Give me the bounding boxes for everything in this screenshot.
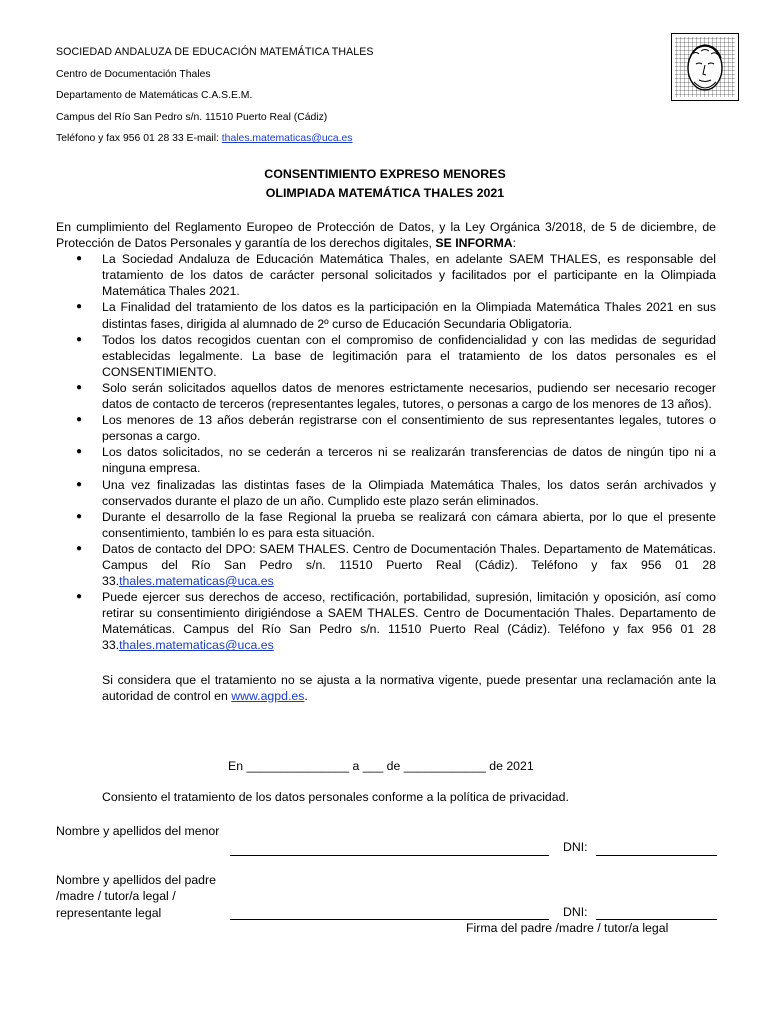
dpo-email-link[interactable]: thales.matematicas@uca.es: [119, 574, 274, 589]
agpd-link[interactable]: www.agpd.es: [231, 688, 305, 703]
letterhead: [56, 42, 636, 150]
list-item: ● La Finalidad del tratamiento de los datos es la participación en la Olimpiada Matemática Thales 2021 en sus distintas fases, dirigida al alumnado de 2º curso de Educación Secundaria Obligatoria.: [56, 299, 716, 331]
organization-name: SOCIEDAD ANDALUZA DE EDUCACIÓN MATEMÁTICA THALES: [56, 46, 374, 58]
minor-name-label: Nombre y apellidos del menor: [56, 824, 220, 838]
information-body: [56, 219, 716, 704]
document-title: CONSENTIMIENTO EXPRESO MENORES: [264, 167, 506, 181]
intro-suffix: :: [512, 236, 516, 251]
list-item: ● Todos los datos recogidos cuentan con el compromiso de confidencialidad y con las medidas de seguridad establecidas legalmente. La base de legitimación para el tratamiento de los datos personales es el CONSENTIMIENTO.: [56, 332, 716, 380]
parent-dni-label: DNI:: [563, 905, 588, 919]
documentation-center: Centro de Documentación Thales: [56, 68, 211, 80]
complaint-note: [56, 672, 716, 704]
postal-address: Campus del Río San Pedro s/n. 11510 Puerto Real (Cádiz): [56, 111, 328, 123]
intro-paragraph: [56, 219, 716, 251]
complaint-suffix: .: [304, 688, 308, 703]
complaint-text: Si considera que el tratamiento no se ajusta a la normativa vigente, puede presentar una reclamación ante la autoridad de control en: [102, 672, 716, 703]
se-informa-label: SE INFORMA: [435, 236, 513, 251]
list-item: ● Solo serán solicitados aquellos datos de menores estrictamente necesarios, pudiendo ser necesario recoger datos de contacto de terceros (representantes legales, tutores, o personas a cargo de los menores de 13 años).: [56, 380, 716, 412]
dpo-contact-text: Datos de contacto del DPO: SAEM THALES. Centro de Documentación Thales. Departamento de Matemáticas. Campus del Río San Pedro s/n. 11510 Puerto Real (Cádiz). Teléfono y fax 956 01 28 33.: [102, 541, 716, 589]
list-item-rights: [56, 589, 716, 653]
header-email-link[interactable]: thales.matematicas@uca.es: [221, 133, 353, 144]
rights-text: Puede ejercer sus derechos de acceso, rectificación, portabilidad, supresión, limitación y oposición, así como retirar su consentimiento dirigiéndose a SAEM THALES. Centro de Documentación Thales. Departamento de Matemáticas. Campus del Río San Pedro s/n. 11510 Puerto Real (Cádiz). Teléfono y fax 956 01 28 33.: [102, 590, 716, 653]
parent-dni-field[interactable]: [596, 919, 717, 920]
consent-statement: Consiento el tratamiento de los datos personales conforme a la política de privacidad.: [102, 790, 569, 804]
minor-dni-label: DNI:: [563, 840, 588, 854]
list-item: ● La Sociedad Andaluza de Educación Matemática Thales, en adelante SAEM THALES, es responsable del tratamiento de los datos de carácter personal solicitados y facilitados por el participante en la Olimpiada Matemática Thales 2021.: [56, 251, 716, 299]
contact-line: [56, 128, 636, 150]
rights-email-link[interactable]: thales.matematicas@uca.es: [119, 638, 274, 653]
document-subtitle: OLIMPIADA MATEMÁTICA THALES 2021: [265, 186, 505, 200]
parent-name-label: Nombre y apellidos del padre /madre / tutor/a legal / representante legal: [56, 873, 216, 920]
minor-dni-field[interactable]: [596, 855, 717, 856]
list-item: ● Los menores de 13 años deberán registrarse con el consentimiento de sus representantes legales, tutores o personas a cargo.: [56, 412, 716, 444]
signature-label: Firma del padre /madre / tutor/a legal: [466, 921, 669, 935]
place-date-line[interactable]: En _______________ a ___ de ____________ de 2021: [228, 759, 534, 773]
list-item: ● Los datos solicitados, no se cederán a terceros ni se realizarán transferencias de datos de ningún tipo ni a ninguna empresa.: [56, 444, 716, 476]
intro-text: En cumplimiento del Reglamento Europeo de Protección de Datos, y la Ley Orgánica 3/2018, de 5 de diciembre, de Protección de Datos Personales y garantía de los derechos digitales,: [56, 220, 716, 251]
list-item: ● Durante el desarrollo de la fase Regional la prueba se realizará con cámara abierta, por lo que el presente consentimiento, también lo es para esta situación.: [56, 509, 716, 541]
parent-name-field[interactable]: [230, 919, 549, 920]
thales-logo-icon: [671, 33, 739, 101]
data-protection-list: [56, 251, 716, 653]
minor-name-field[interactable]: [230, 855, 549, 856]
department-name: Departamento de Matemáticas C.A.S.E.M.: [56, 90, 253, 101]
list-item-dpo-contact: [56, 541, 716, 589]
list-item: ● Una vez finalizadas las distintas fases de la Olimpiada Matemática Thales, los datos serán archivados y conservados durante el plazo de un año. Cumplido este plazo serán eliminados.: [56, 477, 716, 509]
contact-phone: Teléfono y fax 956 01 28 33 E-mail:: [56, 133, 222, 144]
